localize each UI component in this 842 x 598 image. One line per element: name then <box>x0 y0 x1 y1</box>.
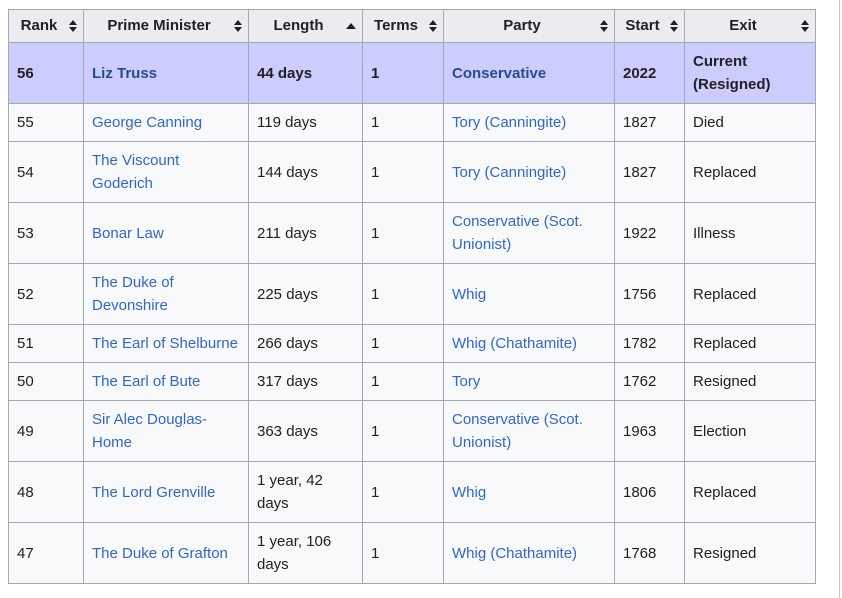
rank-cell: 51 <box>9 325 84 363</box>
prime-minister-link[interactable]: Liz Truss <box>92 64 158 82</box>
prime-minister-link[interactable]: The Duke of Grafton <box>92 544 228 562</box>
length-cell: 225 days <box>249 264 363 325</box>
table-row <box>9 462 816 523</box>
rank-cell: 55 <box>9 104 84 142</box>
party-link[interactable]: Tory <box>452 373 481 390</box>
sort-both-icon <box>69 20 77 32</box>
prime-minister-cell <box>84 325 249 363</box>
column-header-terms[interactable] <box>363 10 444 43</box>
sort-both-icon <box>801 20 809 32</box>
prime-minister-link[interactable]: George Canning <box>92 114 203 131</box>
table-row <box>9 401 816 462</box>
rank-cell: 48 <box>9 462 84 523</box>
table-row <box>9 203 816 264</box>
party-cell <box>444 264 615 325</box>
column-header-label: Terms <box>374 17 418 34</box>
exit-cell: Replaced <box>685 142 816 203</box>
column-header-prime-minister[interactable] <box>84 10 249 43</box>
start-cell: 1922 <box>615 203 685 264</box>
column-header-rank[interactable] <box>9 10 84 43</box>
start-cell: 1827 <box>615 104 685 142</box>
party-cell <box>444 142 615 203</box>
party-link[interactable]: Tory (Canningite) <box>452 163 567 181</box>
prime-minister-cell <box>84 523 249 584</box>
start-cell: 1806 <box>615 462 685 523</box>
party-cell <box>444 104 615 142</box>
start-cell: 1963 <box>615 401 685 462</box>
exit-cell: Resigned <box>685 363 816 401</box>
exit-cell: Illness <box>685 203 816 264</box>
rank-cell: 50 <box>9 363 84 401</box>
column-header-label: Rank <box>20 17 58 34</box>
table-row <box>9 523 816 584</box>
length-cell: 1 year, 106 days <box>249 523 363 584</box>
sort-both-icon <box>670 20 678 32</box>
length-cell: 119 days <box>249 104 363 142</box>
length-cell: 363 days <box>249 401 363 462</box>
prime-minister-link[interactable]: The Viscount Goderich <box>92 152 180 192</box>
party-link[interactable]: Conservative (Scot. Unionist) <box>452 213 583 253</box>
table-row <box>9 325 816 363</box>
prime-minister-link[interactable]: The Earl of Bute <box>92 373 201 390</box>
column-header-length[interactable] <box>249 10 363 43</box>
length-cell: 44 days <box>249 43 363 104</box>
start-cell: 1762 <box>615 363 685 401</box>
party-cell <box>444 462 615 523</box>
terms-cell: 1 <box>363 264 444 325</box>
terms-cell: 1 <box>363 325 444 363</box>
rank-cell: 56 <box>9 43 84 104</box>
column-header-label: Party <box>503 17 541 34</box>
party-cell <box>444 203 615 264</box>
party-link[interactable]: Whig (Chathamite) <box>452 335 578 352</box>
rank-cell: 54 <box>9 142 84 203</box>
prime-minister-link[interactable]: The Duke of Devonshire <box>92 274 174 314</box>
start-cell: 1756 <box>615 264 685 325</box>
terms-cell: 1 <box>363 142 444 203</box>
prime-minister-cell <box>84 462 249 523</box>
table-row <box>9 43 816 104</box>
exit-cell: Died <box>685 104 816 142</box>
column-header-label: Prime Minister <box>107 17 211 34</box>
length-cell: 1 year, 42 days <box>249 462 363 523</box>
prime-minister-cell <box>84 401 249 462</box>
party-link[interactable]: Tory (Canningite) <box>452 114 567 131</box>
column-header-start[interactable] <box>615 10 685 43</box>
start-cell: 1768 <box>615 523 685 584</box>
exit-cell: Replaced <box>685 325 816 363</box>
column-header-label: Length <box>273 17 324 34</box>
length-cell: 266 days <box>249 325 363 363</box>
sort-both-icon <box>234 20 242 32</box>
column-header-label: Start <box>625 17 660 34</box>
rank-cell: 52 <box>9 264 84 325</box>
exit-cell: Current (Resigned) <box>685 43 816 104</box>
table-row <box>9 264 816 325</box>
start-cell: 2022 <box>615 43 685 104</box>
sort-ascending-icon <box>346 23 356 29</box>
terms-cell: 1 <box>363 104 444 142</box>
length-cell: 144 days <box>249 142 363 203</box>
prime-minister-cell <box>84 363 249 401</box>
exit-cell: Replaced <box>685 462 816 523</box>
length-cell: 211 days <box>249 203 363 264</box>
party-link[interactable]: Whig (Chathamite) <box>452 544 578 562</box>
prime-minister-link[interactable]: The Lord Grenville <box>92 483 216 501</box>
table-row <box>9 363 816 401</box>
prime-minister-cell <box>84 264 249 325</box>
exit-cell: Election <box>685 401 816 462</box>
window-edge-divider <box>839 0 840 598</box>
table-body <box>9 43 816 584</box>
party-cell <box>444 363 615 401</box>
sort-both-icon <box>429 20 437 32</box>
exit-cell: Replaced <box>685 264 816 325</box>
table-row <box>9 104 816 142</box>
prime-minister-link[interactable]: Bonar Law <box>92 224 164 242</box>
terms-cell: 1 <box>363 523 444 584</box>
rank-cell: 49 <box>9 401 84 462</box>
prime-minister-cell <box>84 104 249 142</box>
header-row <box>9 10 816 43</box>
prime-minister-link[interactable]: Sir Alec Douglas-Home <box>92 411 208 451</box>
party-link[interactable]: Conservative <box>452 64 547 82</box>
terms-cell: 1 <box>363 401 444 462</box>
prime-minister-link[interactable]: The Earl of Shelburne <box>92 335 238 352</box>
sort-both-icon <box>600 20 608 32</box>
prime-minister-cell <box>84 43 249 104</box>
terms-cell: 1 <box>363 363 444 401</box>
table-row <box>9 142 816 203</box>
party-cell <box>444 401 615 462</box>
exit-cell: Resigned <box>685 523 816 584</box>
party-link[interactable]: Conservative (Scot. Unionist) <box>452 411 583 451</box>
length-cell: 317 days <box>249 363 363 401</box>
start-cell: 1782 <box>615 325 685 363</box>
column-header-party[interactable] <box>444 10 615 43</box>
terms-cell: 1 <box>363 203 444 264</box>
terms-cell: 1 <box>363 43 444 104</box>
party-cell <box>444 523 615 584</box>
party-cell <box>444 325 615 363</box>
start-cell: 1827 <box>615 142 685 203</box>
party-link[interactable]: Whig <box>452 483 487 501</box>
rank-cell: 47 <box>9 523 84 584</box>
prime-minister-cell <box>84 142 249 203</box>
terms-cell: 1 <box>363 462 444 523</box>
prime-minister-cell <box>84 203 249 264</box>
column-header-exit[interactable] <box>685 10 816 43</box>
pm-tenure-table <box>8 9 816 584</box>
column-header-label: Exit <box>729 17 757 34</box>
rank-cell: 53 <box>9 203 84 264</box>
party-link[interactable]: Whig <box>452 285 487 303</box>
party-cell <box>444 43 615 104</box>
